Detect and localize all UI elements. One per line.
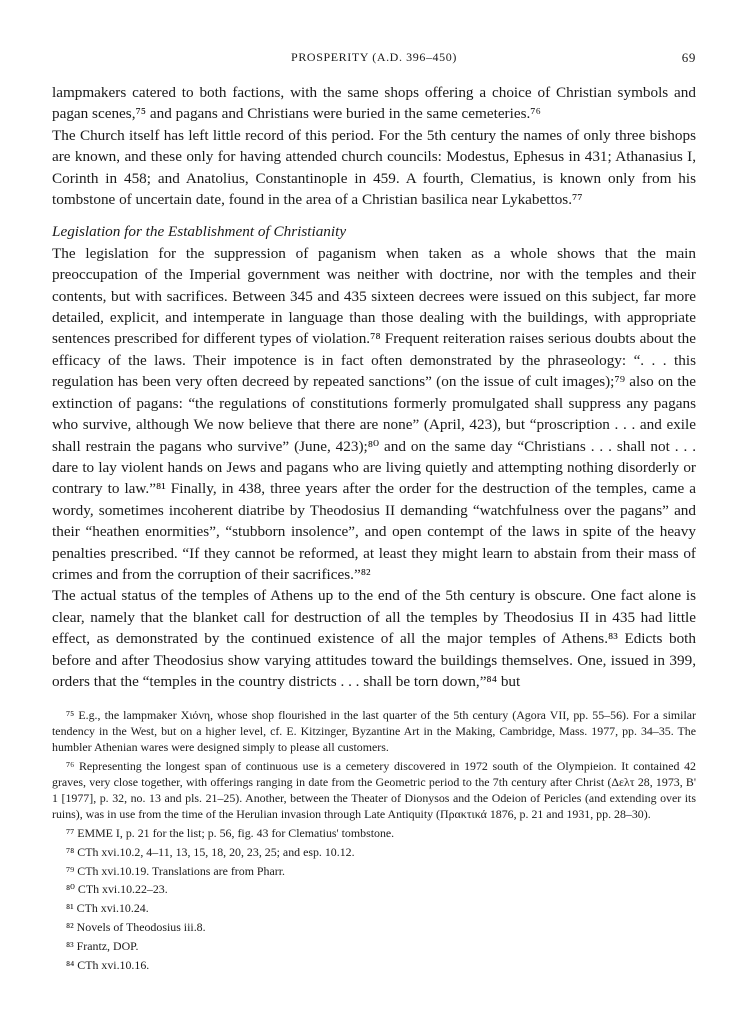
running-title: PROSPERITY (A.D. 396–450) — [291, 50, 457, 64]
main-text — [52, 82, 696, 692]
footnote-80: ⁸⁰ CTh xvi.10.22–23. — [66, 882, 168, 897]
paragraph-3: The legislation for the suppression of paganism when taken as a whole shows that the main preoccupation of the Imperial government was neither with doctrine, nor with the temples and their contents, but with sacrifices. Between 345 and 435 sixteen decrees were issued on this subject, far more detailed, explicit, and intemperate in language than those dealing with the buildings, with appropriate sentences prescribed for different types of violation.⁷⁸ Frequent reiteration raises serious doubts about the efficacy of the laws. Their impotence is in fact often demonstrated by the phraseology: “. . . this regulation has been very often decreed by repeated sanctions” (on the issue of cult images);⁷⁹ also on the extinction of pagans: “the regulations of constitutions formerly promulgated shall suppress any pagans who survive, although We now believe that there are none” (April, 423), but “proscription . . . and exile shall restrain the pagans who survive” (June, 423);⁸⁰ and on the same day “Christians . . . shall not . . . dare to lay violent hands on Jews and pagans who are living quietly and attempting nothing disorderly or contrary to law.”⁸¹ Finally, in 438, three years after the order for the destruction of the temples, came a wordy, sometimes incoherent diatribe by Theodosius II demanding “watchfulness over the pagans” and their “heathen enormities”, “stubborn insolence”, and open contempt of the laws in spite of the heavy penalties prescribed. “If they cannot be reformed, at least they might learn to abstain from their mass of crimes and from the corruption of their sacrifices.”⁸² — [52, 244, 696, 583]
footnotes — [52, 708, 696, 974]
running-head — [52, 50, 696, 72]
footnote-75: ⁷⁵ E.g., the lampmaker Χιόνη, whose shop flourished in the last quarter of the 5th century (Agora VII, pp. 55–56). For a similar tendency in the West, but on a higher level, cf. E. Kitzinger, Byzantine Art in the Making, Cambridge, Mass. 1977, pp. 34–35. The humbler Athenian wares were designed simply to please all customers. — [52, 708, 696, 755]
footnote-76: ⁷⁶ Representing the longest span of continuous use is a cemetery discovered in 1972 south of the Olympieion. It contained 42 graves, very close together, with offerings ranging in date from the Geometric period to the 7th century after Christ (Δελτ 28, 1973, Β' 1 [1977], p. 32, no. 13 and pls. 21–25). Another, between the Theater of Dionysos and the Odeion of Pericles (and extending over its ruins), was in use from the time of the Herulian invasion through Late Antiquity (Πρακτικά 1876, p. 21 and 1931, pp. 28–30). — [52, 759, 696, 821]
footnote-81: ⁸¹ CTh xvi.10.24. — [66, 901, 149, 916]
footnote-84: ⁸⁴ CTh xvi.10.16. — [66, 958, 150, 973]
section-heading: Legislation for the Establishment of Christianity — [52, 223, 347, 241]
paragraph-1: lampmakers catered to both factions, with the same shops offering a choice of Christian symbols and pagan scenes,⁷⁵ and pagans and Christians were buried in the same cemeteries.⁷⁶ — [52, 84, 696, 123]
paragraph-2: The Church itself has left little record of this period. For the 5th century the names of only three bishops are known, and these only for having attended church councils: Modestus, Ephesus in 431; Athanasius I, Corinth in 458; and Anatolius, Constantinople in 459. A fourth, Clematius, is known only from his tombstone of uncertain date, found in the area of a Christian basilica near Lykabettos.⁷⁷ — [52, 126, 696, 209]
paragraph-4: The actual status of the temples of Athens up to the end of the 5th century is obscure. One fact alone is clear, namely that the blanket call for destruction of all the temples by Theodosius II in 435 had little effect, as demonstrated by the continued existence of all the major temples of Athens.⁸³ Edicts both before and after Theodosius show varying attitudes toward the buildings themselves. One, issued in 399, orders that the “temples in the country districts . . . shall be torn down,”⁸⁴ but — [52, 587, 696, 690]
page-number: 69 — [681, 50, 696, 65]
footnote-77: ⁷⁷ EMME I, p. 21 for the list; p. 56, fig. 43 for Clematius' tombstone. — [66, 825, 395, 840]
footnote-83: ⁸³ Frantz, DOP. — [66, 939, 139, 954]
footnote-82: ⁸² Novels of Theodosius iii.8. — [66, 920, 206, 935]
footnote-78: ⁷⁸ CTh xvi.10.2, 4–11, 13, 15, 18, 20, 23, 25; and esp. 10.12. — [66, 844, 355, 859]
footnote-79: ⁷⁹ CTh xvi.10.19. Translations are from Pharr. — [66, 863, 286, 878]
